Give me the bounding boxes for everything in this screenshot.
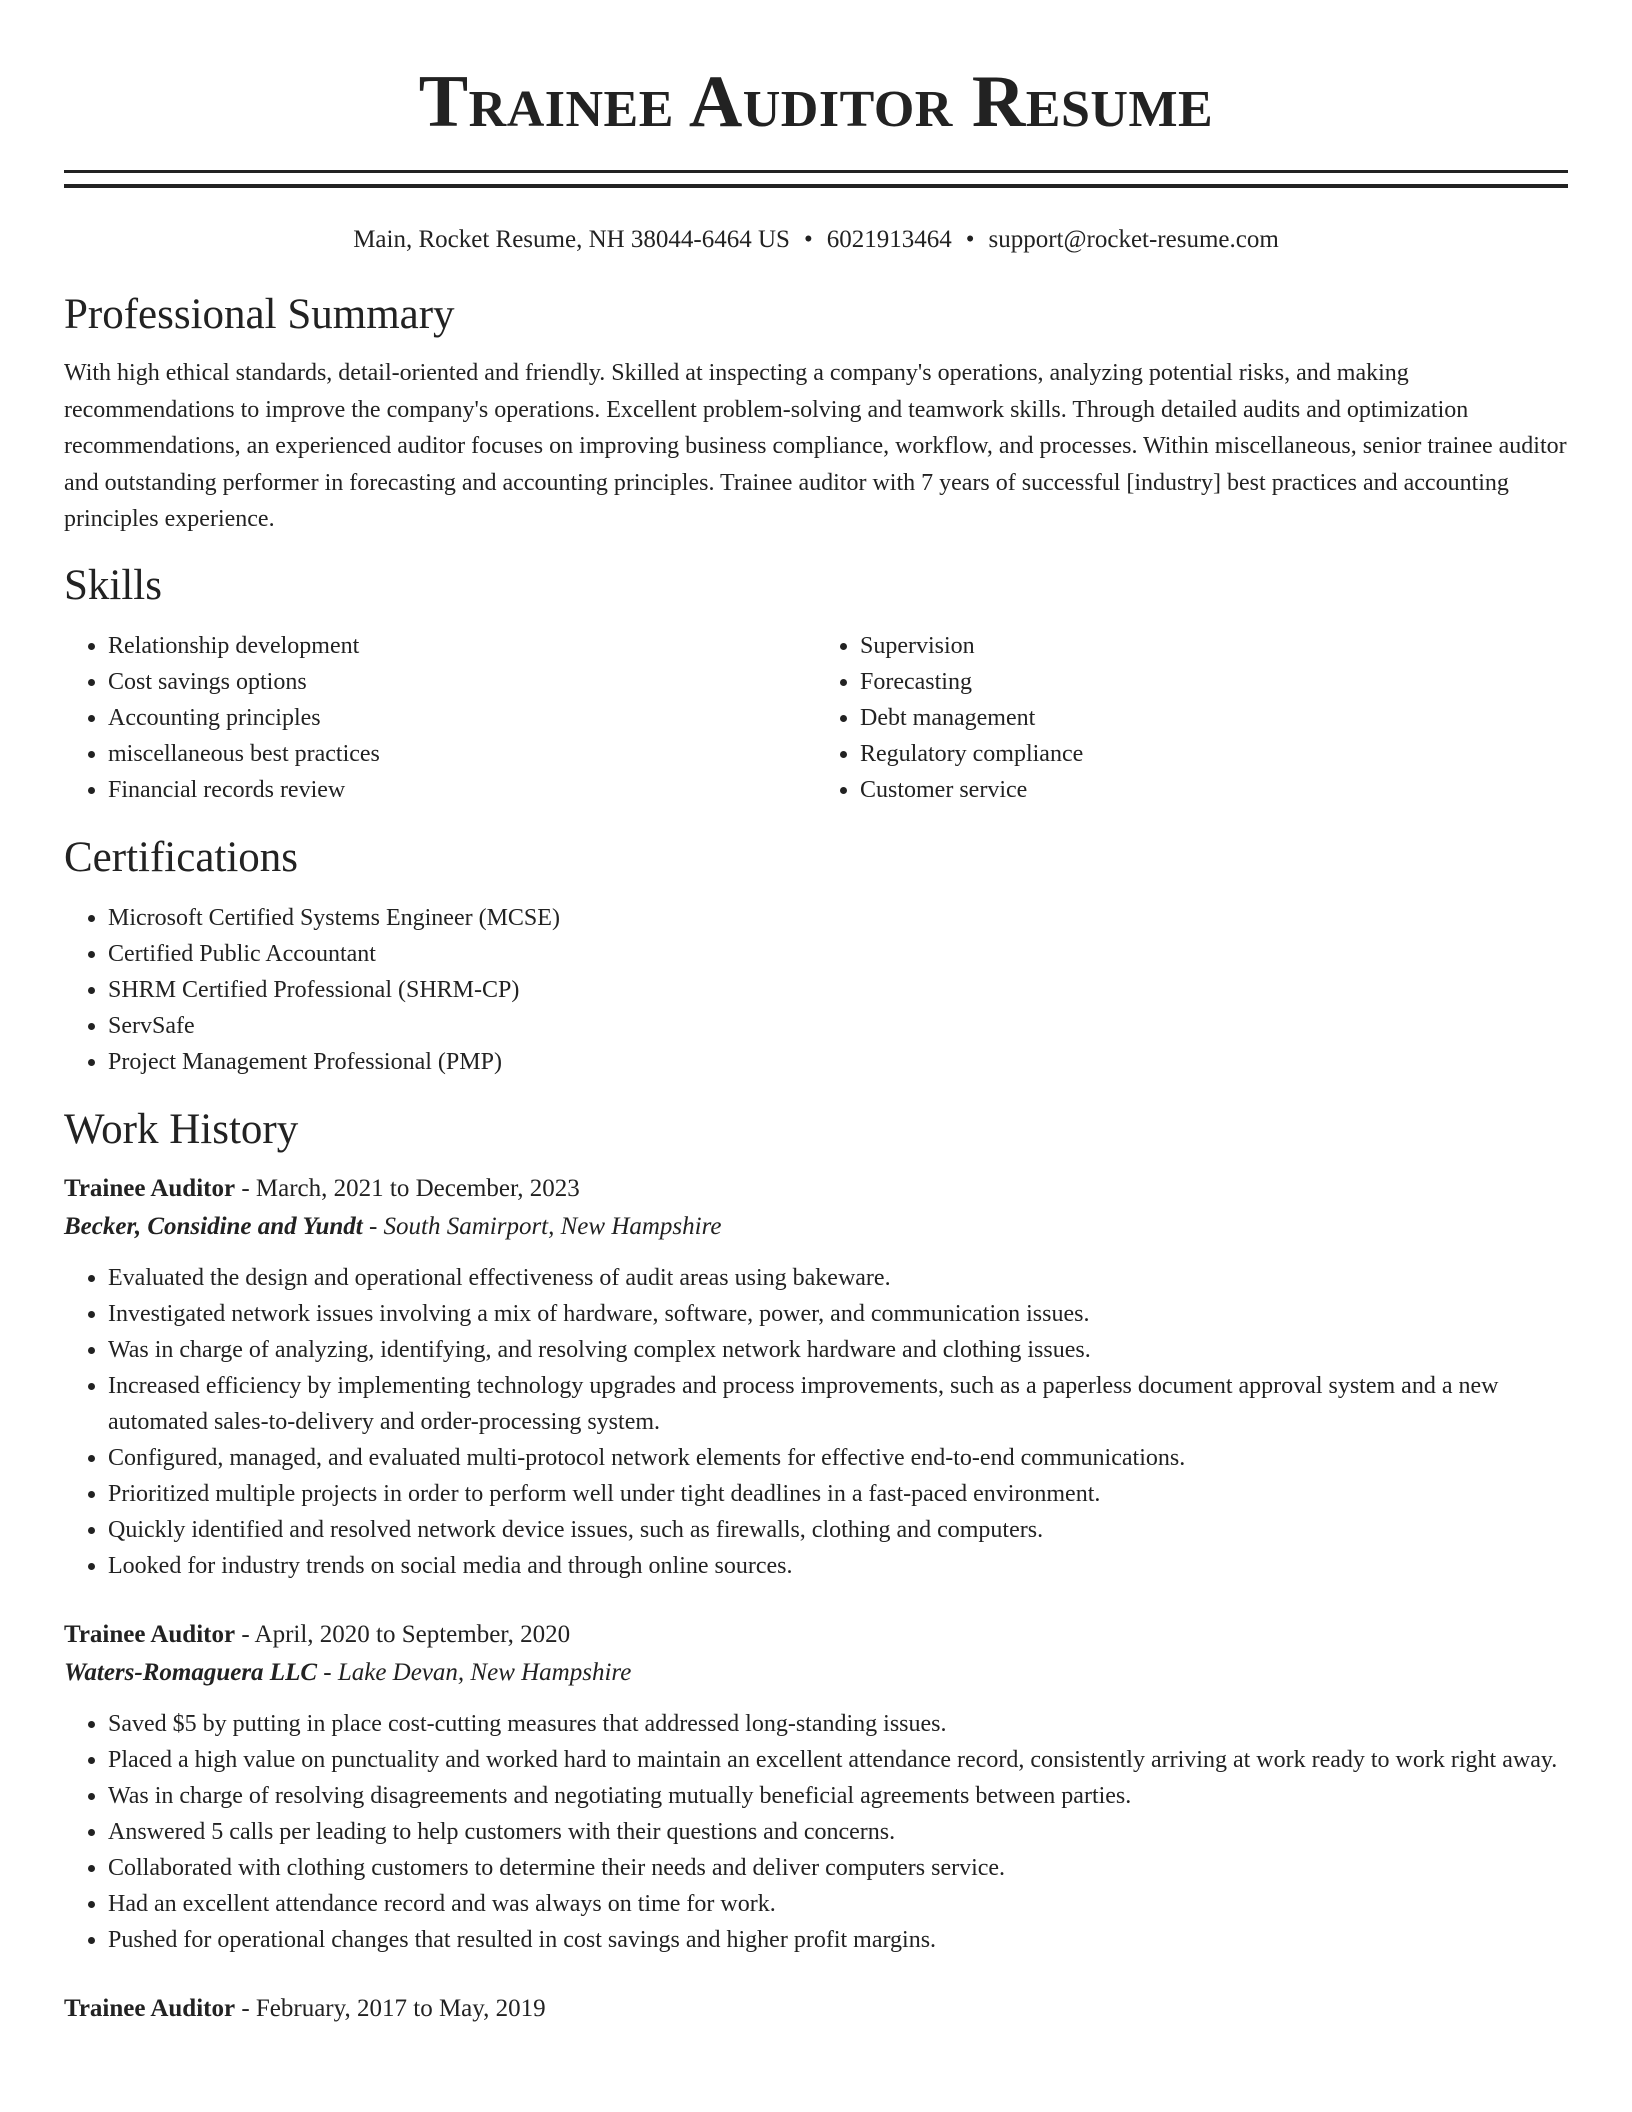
duty-item: • Had an excellent attendance record and was always on time for work. [108, 1886, 1568, 1922]
job-entry [64, 1616, 1568, 1958]
contact-line [64, 223, 1568, 257]
duty-item: • Placed a high value on punctuality and worked hard to maintain an excellent attendance record, consistently arriving at work ready to work right away. [108, 1742, 1568, 1778]
duty-item: • Increased efficiency by implementing technology upgrades and process improvements, such as a paperless document approval system and a new automated sales-to-delivery and order-processing system. [108, 1368, 1568, 1440]
job-entry [64, 1170, 1568, 1584]
work-history-heading: Work History [64, 1105, 299, 1153]
duty-item: • Collaborated with clothing customers to determine their needs and deliver computers service. [108, 1850, 1568, 1886]
job-title-line [64, 1616, 1568, 1654]
employer-name: Waters-Romaguera LLC [64, 1658, 318, 1686]
duty-item: • Was in charge of analyzing, identifying, and resolving complex network hardware and clothing issues. [108, 1332, 1568, 1368]
employer-location: - South Samirport, New Hampshire [362, 1212, 722, 1240]
skill-item: • Debt management [860, 700, 1568, 736]
job-dates: - April, 2020 to September, 2020 [235, 1620, 571, 1648]
employer-location: - Lake Devan, New Hampshire [317, 1658, 632, 1686]
job-title-line [64, 1170, 1568, 1208]
contact-email: support@rocket-resume.com [988, 226, 1279, 253]
duty-item: • Looked for industry trends on social media and through online sources. [108, 1548, 1568, 1584]
skill-item: • Financial records review [108, 772, 816, 808]
skill-item: • Regulatory compliance [860, 736, 1568, 772]
contact-separator: • [803, 226, 813, 253]
employer-name: Becker, Considine and Yundt [64, 1212, 363, 1240]
duty-item: • Prioritized multiple projects in order to perform well under tight deadlines in a fast-paced environment. [108, 1476, 1568, 1512]
skill-item: • Relationship development [108, 628, 816, 664]
certifications-list [64, 900, 1568, 1080]
certification-item: • Project Management Professional (PMP) [108, 1044, 1568, 1080]
summary-heading: Professional Summary [64, 291, 455, 338]
skills-heading: Skills [64, 561, 162, 609]
job-dates: - March, 2021 to December, 2023 [235, 1174, 580, 1202]
skills-list-right [816, 628, 1568, 808]
job-entry [64, 1990, 1568, 2028]
skill-item: • Cost savings options [108, 664, 816, 700]
duty-item: • Quickly identified and resolved network device issues, such as firewalls, clothing and computers. [108, 1512, 1568, 1548]
skills-list-left [64, 628, 816, 808]
job-duties-list [64, 1706, 1568, 1958]
skill-item: • Customer service [860, 772, 1568, 808]
resume-title: Trainee Auditor Resume [418, 61, 1214, 143]
certification-item: • ServSafe [108, 1008, 1568, 1044]
job-dates: - February, 2017 to May, 2019 [235, 1994, 546, 2022]
contact-address: Main, Rocket Resume, NH 38044-6464 US [353, 226, 790, 253]
job-duties-list [64, 1260, 1568, 1584]
summary-text: With high ethical standards, detail-oriented and friendly. Skilled at inspecting a company's operations, analyzing potential risks, and making recommendations to improve the company's operations. Excellent problem-solving and teamwork skills. Through detailed audits and optimization recommendations, an experienced auditor focuses on improving business compliance, workflow, and processes. Within miscellaneous, senior trainee auditor and outstanding performer in forecasting and accounting principles. Trainee auditor with 7 years of successful [industry] best practices and accounting principles experience. [64, 360, 1567, 532]
skill-item: • Forecasting [860, 664, 1568, 700]
job-title-line [64, 1990, 1568, 2028]
job-title: Trainee Auditor [64, 1620, 236, 1648]
title-divider [64, 170, 1568, 188]
skills-columns [64, 628, 1568, 808]
skill-item: • miscellaneous best practices [108, 736, 816, 772]
job-title: Trainee Auditor [64, 1994, 236, 2022]
contact-phone: 6021913464 [826, 226, 952, 253]
certification-item: • Microsoft Certified Systems Engineer (MCSE) [108, 900, 1568, 936]
certification-item: • SHRM Certified Professional (SHRM-CP) [108, 972, 1568, 1008]
contact-separator: • [965, 226, 975, 253]
skill-item: • Accounting principles [108, 700, 816, 736]
duty-item: • Configured, managed, and evaluated multi-protocol network elements for effective end-to-end communications. [108, 1440, 1568, 1476]
duty-item: • Answered 5 calls per leading to help customers with their questions and concerns. [108, 1814, 1568, 1850]
certification-item: • Certified Public Accountant [108, 936, 1568, 972]
certifications-heading: Certifications [64, 833, 299, 881]
duty-item: • Pushed for operational changes that resulted in cost savings and higher profit margins. [108, 1922, 1568, 1958]
employer-line [64, 1654, 1568, 1692]
employer-line [64, 1208, 1568, 1246]
duty-item: • Saved $5 by putting in place cost-cutting measures that addressed long-standing issues. [108, 1706, 1568, 1742]
skill-item: • Supervision [860, 628, 1568, 664]
duty-item: • Investigated network issues involving a mix of hardware, software, power, and communication issues. [108, 1296, 1568, 1332]
duty-item: • Evaluated the design and operational effectiveness of audit areas using bakeware. [108, 1260, 1568, 1296]
job-title: Trainee Auditor [64, 1174, 236, 1202]
duty-item: • Was in charge of resolving disagreements and negotiating mutually beneficial agreements between parties. [108, 1778, 1568, 1814]
